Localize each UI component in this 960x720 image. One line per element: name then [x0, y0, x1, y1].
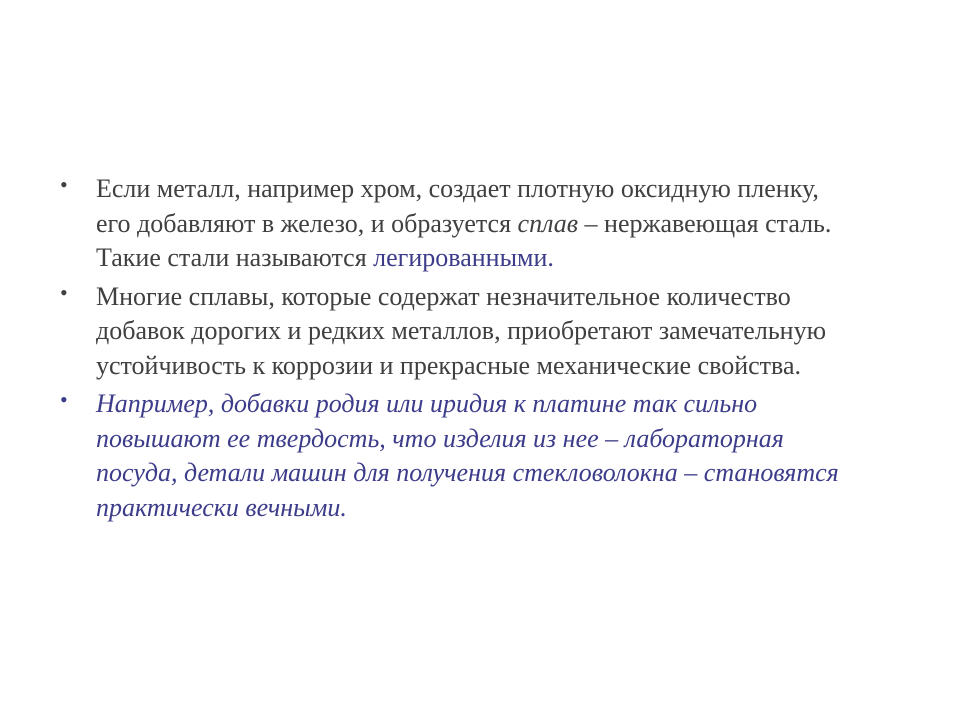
- bullet-text: Многие сплавы, которые содержат незначительное количество добавок дорогих и редких металлов, приобретают замечательную устойчивость к коррозии и прекрасные механические свойства.: [96, 281, 827, 380]
- italic-term: сплав: [517, 208, 579, 238]
- bullet-list: [56, 172, 856, 529]
- bullet-marker: •: [60, 279, 68, 305]
- bullet-item-1: [56, 172, 856, 276]
- bullet-item-3: [56, 387, 856, 525]
- highlighted-term: легированными.: [373, 243, 554, 272]
- bullet-text-continued: – нержавеющая сталь. Такие стали называются: [96, 208, 832, 272]
- bullet-text: Например, добавки родия или иридия к платине так сильно повышают ее твердость, что изделия из нее – лабораторная посуда, детали машин для получения стекловолокна – становятся практически вечными.: [96, 389, 839, 522]
- bullet-marker: •: [60, 387, 68, 412]
- bullet-marker: •: [60, 172, 68, 197]
- bullet-item-2: [56, 280, 856, 384]
- bullet-text: Если металл, например хром, создает плотную оксидную пленку, его добавляют в железо, и образуется: [96, 174, 819, 238]
